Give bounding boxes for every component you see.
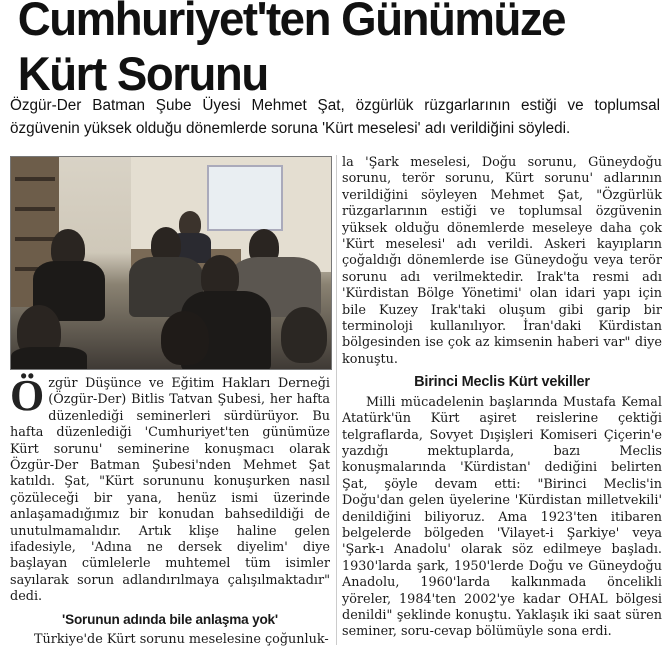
headline: Cumhuriyet'ten Günümüze Kürt Sorunu: [17, 0, 566, 100]
lead-paragraph: Özgür-Der Batman Şube Üyesi Mehmet Şat, özgürlük rüzgarlarının estiği ve toplumsal özgüvenin yüksek olduğu dönemlerde soruna 'Kürt meselesi' adı verildiğini söyledi.: [10, 97, 660, 137]
right-subhead: Birinci Meclis Kürt vekiller: [414, 374, 590, 391]
left-subhead: 'Sorunun adında bile anlaşma yok': [62, 611, 278, 627]
drop-cap: Ö: [10, 371, 45, 420]
right-paragraph-1: la 'Şark meselesi, Doğu sorunu, Güneydoğu sorunu, terör sorunu, Kürt sorunu' adlarının verildiğini söyleyen Mehmet Şat, "Özgürlük rüzgarlarının estiği ve toplumsal özgüvenin yüksek olduğu dönemlerde meseleye daha çok 'Kürt meselesi' adı verildi. Askeri kayıpların çoğaldığı dönemlerde ise Güneydoğu veya terör sorunu adı verilmektedir. Irak'ta resmi adı 'Kürdistan Bölge Yönetimi' olan idari yapı için bile Kuzey Irak'taki oluşum gibi garip bir terminoloji kullanılıyor. İran'daki Kürdistan bölgesinden ise çok az kimsenin haberi var" diye konuştu.: [342, 155, 662, 367]
right-paragraph-2: Milli mücadelenin başlarında Mustafa Kemal Atatürk'ün Kürt aşiret reislerine çektiği telgraflarda, Sovyet Dışişleri Komiseri Çiçerin'e yazdığı mektuplarda, bazı Meclis konuşmalarında 'Kürdistan' dediğini belirten Şat, şöyle devam etti: "Birinci Meclis'in Doğu'dan gelen üyelerine 'Kürdistan milletvekili' denildiğini biliyoruz. Ama 1923'ten itibaren belgelerde bölgeden 'Vilayet-i Şarkiye' veya 'Şark-ı Anadolu' olarak söz edilmeye başladı. 1930'larda şark, 1950'lerde Doğu ve Güneydoğu Anadolu, 1960'larda kalkınmada öncelikli yöreler, 1984'ten 2002'ye kadar OHAL bölgesi denildi" şeklinde konuştu. Yaklaşık iki saat süren seminer, soru-cevap bölümüyle sona erdi.: [342, 394, 662, 640]
left-paragraph: [10, 371, 330, 606]
column-rule: [336, 155, 337, 645]
right-column: [342, 155, 662, 641]
left-tail: Türkiye'de Kürt sorunu meselesine çoğunluk-: [34, 632, 329, 648]
left-paragraph-text: zgür Düşünce ve Eğitim Hakları Derneği (Özgür-Der) Bitlis Tatvan Şubesi, her hafta düzenlediği seminerleri sürdürüyor. Bu hafta düzenlediği 'Cumhuriyet'ten günümüze Kürt sorunu' seminerine konuşmacı olarak Özgür-Der Batman Şubesi'nden Mehmet Şat katıldı. Şat, "Kürt sorununu konuşurken nasıl çözüleceği bir yana, henüz ismi üzerinde anlaşamadığımız bir konudan bahsedildiği de unutulmamalıdır. Artık klişe haline gelen ifadesiyle, 'Adına ne dersek diyelim' diye başlayan cümlelerle muhtemel tüm isimler sayılarak sorun adlandırılmaya çalışılmaktadır" dedi.: [10, 376, 330, 605]
seminar-photo: [10, 156, 332, 370]
left-column: [10, 371, 330, 649]
